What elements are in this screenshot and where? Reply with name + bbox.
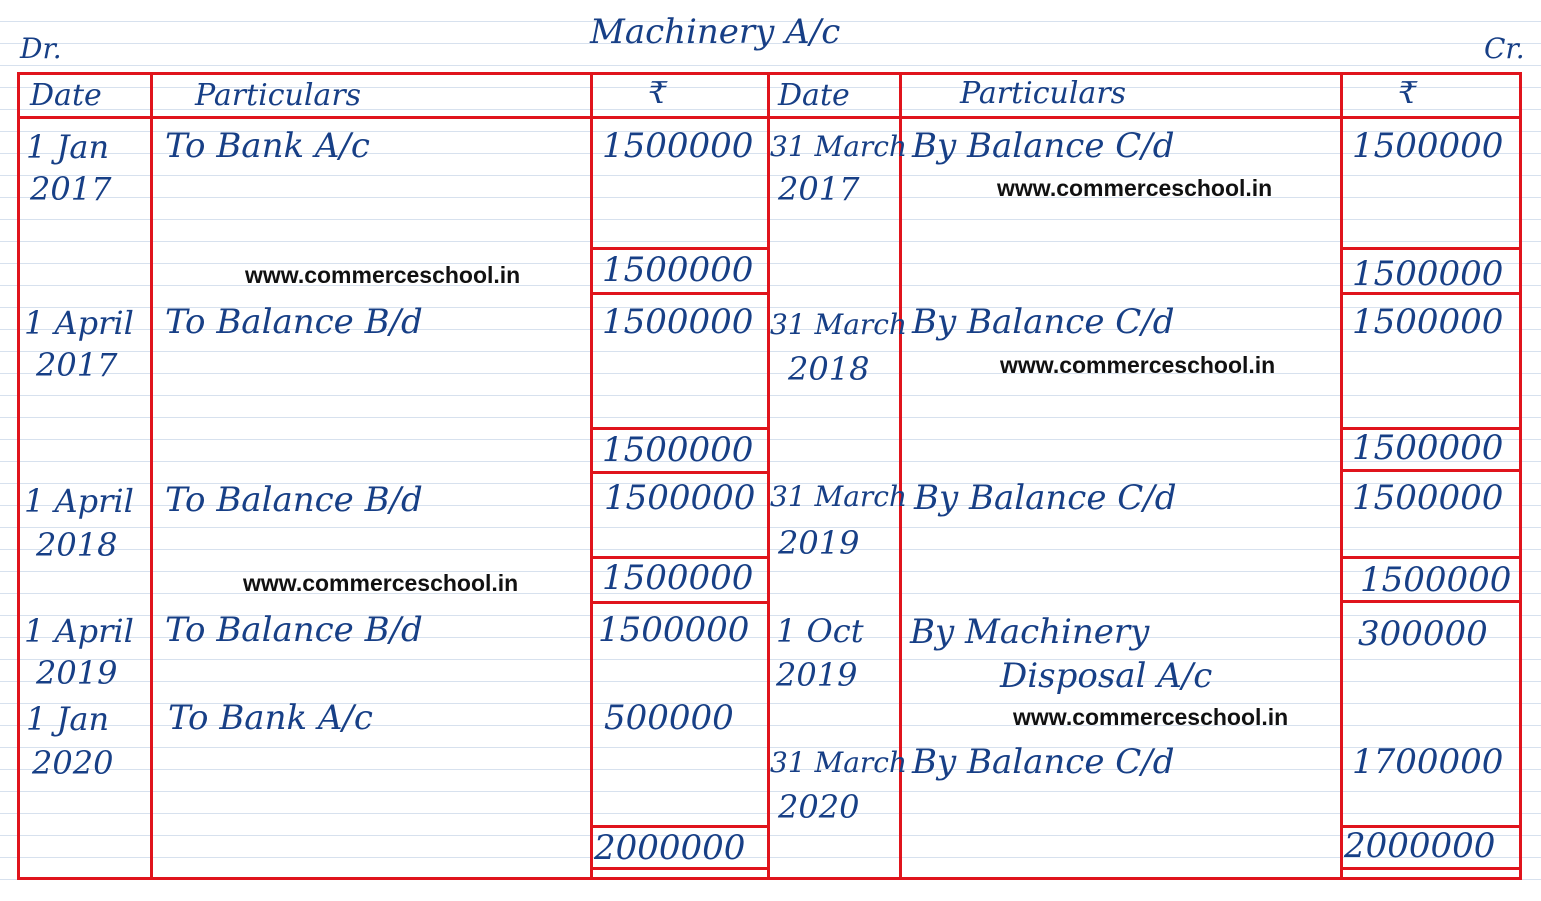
credit-date-year: 2020 bbox=[778, 788, 860, 826]
credit-particulars-continued: Disposal A/c bbox=[1000, 656, 1213, 696]
debit-date-year: 2018 bbox=[36, 526, 118, 564]
debit-date-header: Date bbox=[30, 78, 102, 113]
debit-total-line bbox=[592, 601, 769, 604]
credit-date: 1 Oct bbox=[776, 612, 864, 650]
credit-total-line bbox=[1342, 867, 1519, 870]
credit-amount: 1500000 bbox=[1352, 478, 1504, 518]
debit-amount: 500000 bbox=[604, 698, 734, 738]
debit-amount: 1500000 bbox=[604, 478, 756, 518]
debit-total: 1500000 bbox=[602, 250, 754, 290]
credit-amount: 1700000 bbox=[1352, 742, 1504, 782]
credit-amount: 1500000 bbox=[1352, 302, 1504, 342]
credit-particulars: By Balance C/d bbox=[914, 478, 1177, 518]
credit-particulars: By Balance C/d bbox=[912, 742, 1175, 782]
credit-total: 1500000 bbox=[1360, 560, 1512, 600]
credit-total-line bbox=[1342, 600, 1519, 603]
credit-total: 1500000 bbox=[1352, 428, 1504, 468]
credit-date: 31 March bbox=[770, 480, 907, 513]
credit-date-year: 2019 bbox=[778, 524, 860, 562]
col-divider-particulars bbox=[590, 72, 593, 880]
watermark: www.commerceschool.in bbox=[243, 570, 519, 596]
watermark: www.commerceschool.in bbox=[997, 175, 1273, 201]
debit-date-year: 2019 bbox=[36, 654, 118, 692]
debit-particulars: To Bank A/c bbox=[165, 126, 370, 166]
col-divider-date bbox=[150, 72, 153, 880]
credit-date-header: Date bbox=[778, 78, 850, 113]
credit-particulars-header: Particulars bbox=[960, 76, 1127, 111]
debit-particulars: To Bank A/c bbox=[168, 698, 373, 738]
debit-total-line bbox=[592, 292, 769, 295]
col-divider-credit-particulars bbox=[1340, 72, 1343, 880]
credit-total-line bbox=[1342, 247, 1519, 250]
credit-total-line bbox=[1342, 469, 1519, 472]
credit-total: 2000000 bbox=[1344, 826, 1496, 866]
credit-date-year: 2019 bbox=[776, 656, 858, 694]
credit-particulars: By Balance C/d bbox=[912, 302, 1175, 342]
credit-date: 31 March bbox=[770, 308, 907, 341]
debit-total: 1500000 bbox=[602, 558, 754, 598]
credit-date-year: 2017 bbox=[778, 170, 860, 208]
credit-amount-header: ₹ bbox=[1398, 76, 1418, 111]
debit-date-year: 2017 bbox=[36, 346, 118, 384]
credit-amount: 300000 bbox=[1358, 614, 1488, 654]
ledger-title: Machinery A/c bbox=[590, 12, 841, 52]
credit-date: 31 March bbox=[770, 130, 907, 163]
debit-amount-header: ₹ bbox=[648, 76, 668, 111]
debit-amount: 1500000 bbox=[602, 126, 754, 166]
watermark: www.commerceschool.in bbox=[1013, 704, 1289, 730]
credit-total-line bbox=[1342, 556, 1519, 559]
credit-date-year: 2018 bbox=[788, 350, 870, 388]
debit-total: 2000000 bbox=[594, 828, 746, 868]
credit-particulars: By Balance C/d bbox=[912, 126, 1175, 166]
debit-label: Dr. bbox=[20, 32, 62, 65]
debit-total-line bbox=[592, 471, 769, 474]
debit-total: 1500000 bbox=[602, 430, 754, 470]
debit-date: 1 Jan bbox=[26, 700, 110, 738]
debit-particulars: To Balance B/d bbox=[165, 610, 423, 650]
watermark: www.commerceschool.in bbox=[1000, 352, 1276, 378]
table-border-right bbox=[1519, 72, 1522, 880]
credit-amount: 1500000 bbox=[1352, 126, 1504, 166]
credit-date: 31 March bbox=[770, 746, 907, 779]
debit-date-year: 2017 bbox=[30, 170, 112, 208]
debit-date: 1 April bbox=[24, 482, 134, 520]
debit-particulars: To Balance B/d bbox=[165, 302, 423, 342]
credit-label: Cr. bbox=[1484, 32, 1525, 65]
debit-particulars-header: Particulars bbox=[195, 78, 362, 113]
credit-particulars: By Machinery bbox=[910, 612, 1150, 652]
debit-date: 1 Jan bbox=[26, 128, 110, 166]
debit-date: 1 April bbox=[24, 612, 134, 650]
debit-particulars: To Balance B/d bbox=[165, 480, 423, 520]
debit-amount: 1500000 bbox=[602, 302, 754, 342]
watermark: www.commerceschool.in bbox=[245, 262, 521, 288]
debit-date-year: 2020 bbox=[32, 744, 114, 782]
debit-date: 1 April bbox=[24, 304, 134, 342]
debit-amount: 1500000 bbox=[598, 610, 750, 650]
table-border-left bbox=[17, 72, 20, 880]
credit-total: 1500000 bbox=[1352, 254, 1504, 294]
